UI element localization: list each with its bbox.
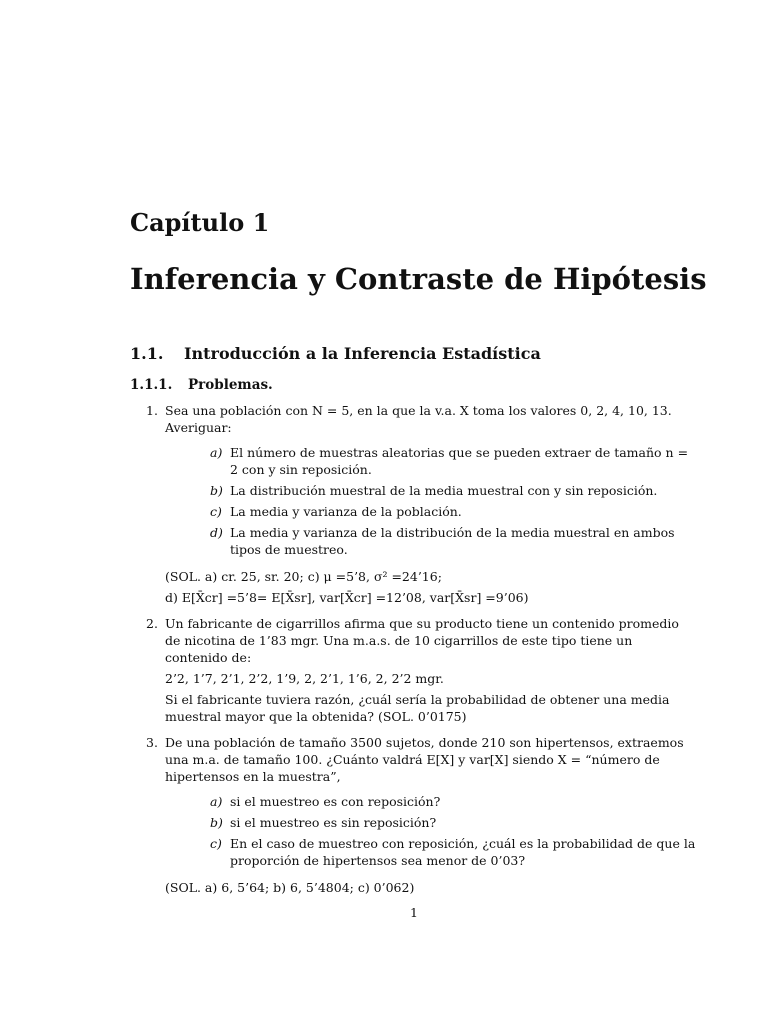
problem-number: 1. xyxy=(146,403,158,418)
subitem-text: La media y varianza de la población. xyxy=(230,504,462,519)
subsection-number: 1.1.1. xyxy=(130,377,173,393)
page-number: 1 xyxy=(410,905,418,920)
problem-item xyxy=(130,615,698,725)
problem-text: Un fabricante de cigarrillos afirma que su producto tiene un contenido promedio de nicotina de 1’83 mgr. Una m.a.s. de 10 cigarrillos de este tipo tiene un contenido de: xyxy=(165,616,679,665)
subitem xyxy=(165,835,698,869)
problem-text: Sea una población con N = 5, en la que la v.a. X toma los valores 0, 2, 4, 10, 13. Averiguar: xyxy=(165,403,672,435)
subitem xyxy=(165,444,698,478)
solution-line: (SOL. a) cr. 25, sr. 20; c) μ =5’8, σ² =24’16; xyxy=(165,569,442,584)
problem-text: De una población de tamaño 3500 sujetos, donde 210 son hipertensos, extraemos una m.a. de tamaño 100. ¿Cuánto valdrá E[X] y var[X] siendo X = “número de hipertensos en la muestra”, xyxy=(165,735,684,784)
subitem-letter: b) xyxy=(210,483,223,498)
chapter-title: Inferencia y Contraste de Hipótesis xyxy=(130,262,707,296)
subitem-text: La distribución muestral de la media muestral con y sin reposición. xyxy=(230,483,658,498)
problem-subitems xyxy=(165,444,698,558)
subitem-letter: c) xyxy=(210,836,222,851)
subitem xyxy=(165,503,698,520)
problem-item xyxy=(130,402,698,606)
solution-line: (SOL. a) 6, 5’64; b) 6, 5’4804; c) 0’062) xyxy=(165,880,415,895)
subitem-text: El número de muestras aleatorias que se pueden extraer de tamaño n = 2 con y sin reposición. xyxy=(230,445,689,477)
problem-number: 2. xyxy=(146,616,158,631)
problem-values: 2’2, 1’7, 2’1, 2’2, 1’9, 2, 2’1, 1’6, 2, 2’2 mgr. xyxy=(165,671,444,686)
solution-line: d) E[X̄cr] =5’8= E[X̄sr], var[X̄cr] =12’08, var[X̄sr] =9’06) xyxy=(165,590,529,605)
subsection-title: Problemas. xyxy=(188,377,273,393)
subitem-letter: d) xyxy=(210,525,223,540)
problem-item xyxy=(130,734,698,896)
subitem xyxy=(165,814,698,831)
subitem-letter: a) xyxy=(210,445,223,460)
subsection-heading xyxy=(130,377,273,393)
section-title: Introducción a la Inferencia Estadística xyxy=(184,344,541,363)
problem-subitems xyxy=(165,793,698,869)
subitem-text: si el muestreo es con reposición? xyxy=(230,794,441,809)
section-heading xyxy=(130,344,541,363)
subitem xyxy=(165,793,698,810)
chapter-label: Capítulo 1 xyxy=(130,208,270,237)
subitem-text: La media y varianza de la distribución de la media muestral en ambos tipos de muestreo. xyxy=(230,525,675,557)
problem-question: Si el fabricante tuviera razón, ¿cuál sería la probabilidad de obtener una media muestral mayor que la obtenida? (SOL. 0’0175) xyxy=(165,692,670,724)
subitem-letter: c) xyxy=(210,504,222,519)
subitem-letter: b) xyxy=(210,815,223,830)
subitem-letter: a) xyxy=(210,794,223,809)
subitem-text: si el muestreo es sin reposición? xyxy=(230,815,437,830)
subitem xyxy=(165,482,698,499)
subitem-text: En el caso de muestreo con reposición, ¿cuál es la probabilidad de que la proporción de hipertensos sea menor de 0’03? xyxy=(230,836,696,868)
subitem xyxy=(165,524,698,558)
problem-number: 3. xyxy=(146,735,158,750)
problems-list xyxy=(130,402,698,905)
section-number: 1.1. xyxy=(130,344,164,363)
